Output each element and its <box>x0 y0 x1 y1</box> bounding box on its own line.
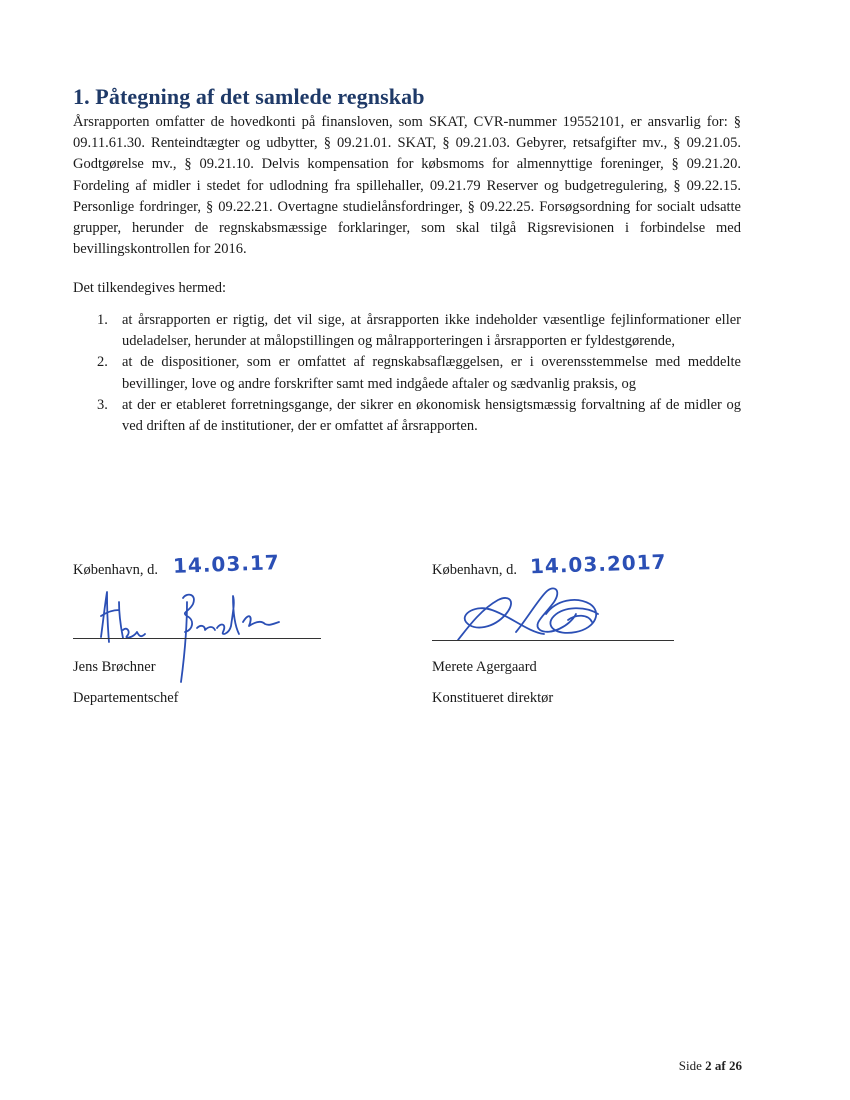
footer-separator: af <box>714 1058 726 1073</box>
footer-prefix: Side <box>678 1058 702 1073</box>
intro-paragraph: Årsrapporten omfatter de hovedkonti på finansloven, som SKAT, CVR-nummer 19552101, er ansvarlig for: § 09.11.61.30. Renteindtægter og udbytter, § 09.21.01. SKAT, § 09.21.03. Gebyrer, retsafgifter mv., § 09.21.05. Godtgørelse mv., § 09.21.10. Delvis kompensation for købsmoms for almennyttige foreninger, § 09.21.20. Fordeling af midler i stedet for udlodning fra spillehaller, 09.21.79 Reserver og budgetregulering, § 09.22.15. Personlige fordringer, § 09.22.21. Overtagne studielånsfordringer, § 09.22.25. Forsøgsordning for socialt udsatte grupper, herunder de regnskabsmæssige forklaringer, som skal tilgå Rigsrevisionen i forbindelse med bevillingskontrollen for 2016. <box>73 114 741 258</box>
page-footer <box>679 1058 742 1074</box>
place-date-label: København, d. <box>73 562 158 578</box>
list-number: 2. <box>97 354 108 371</box>
signature-merete-agergaard <box>446 570 646 650</box>
handwritten-date: 14.03.2017 <box>529 549 667 579</box>
section-heading: 1. Påtegning af det samlede regnskab <box>73 84 425 109</box>
list-number: 3. <box>97 396 108 413</box>
handwritten-date: 14.03.17 <box>172 550 281 578</box>
signer-title: Konstitueret direktør <box>432 690 554 706</box>
signer-name: Merete Agergaard <box>432 659 537 675</box>
place-date-label: København, d. <box>432 562 517 578</box>
list-item <box>73 395 741 437</box>
list-item <box>73 310 741 352</box>
declaration-list <box>73 310 741 437</box>
signer-name: Jens Brøchner <box>73 659 156 675</box>
list-text: at der er etableret forretningsgange, der sikrer en økonomisk hensigtsmæssig forvaltning af de midler og ved driften af de institutioner, der er omfattet af årsrapporten. <box>122 396 741 435</box>
list-number: 1. <box>97 312 108 328</box>
signature-line <box>73 638 321 639</box>
declaration-line: Det tilkendegives hermed: <box>73 280 227 296</box>
footer-total-pages: 26 <box>729 1058 742 1073</box>
list-text: at årsrapporten er rigtig, det vil sige, at årsrapporten ikke indeholder væsentlige fejlinformationer eller udeladelser, herunder at målopstillingen og målrapporteringen i årsrapporten er fyldestgørende, <box>122 312 741 350</box>
list-text: at de dispositioner, som er omfattet af regnskabsaflæggelsen, er i overensstemmelse med meddelte bevillinger, love og andre forskrifter samt med indgåede aftaler og sædvanlig praksis, og <box>122 354 741 392</box>
signer-title: Departementschef <box>73 690 179 706</box>
signature-line <box>432 640 674 641</box>
list-item <box>73 352 741 394</box>
footer-page-number: 2 <box>705 1058 712 1073</box>
